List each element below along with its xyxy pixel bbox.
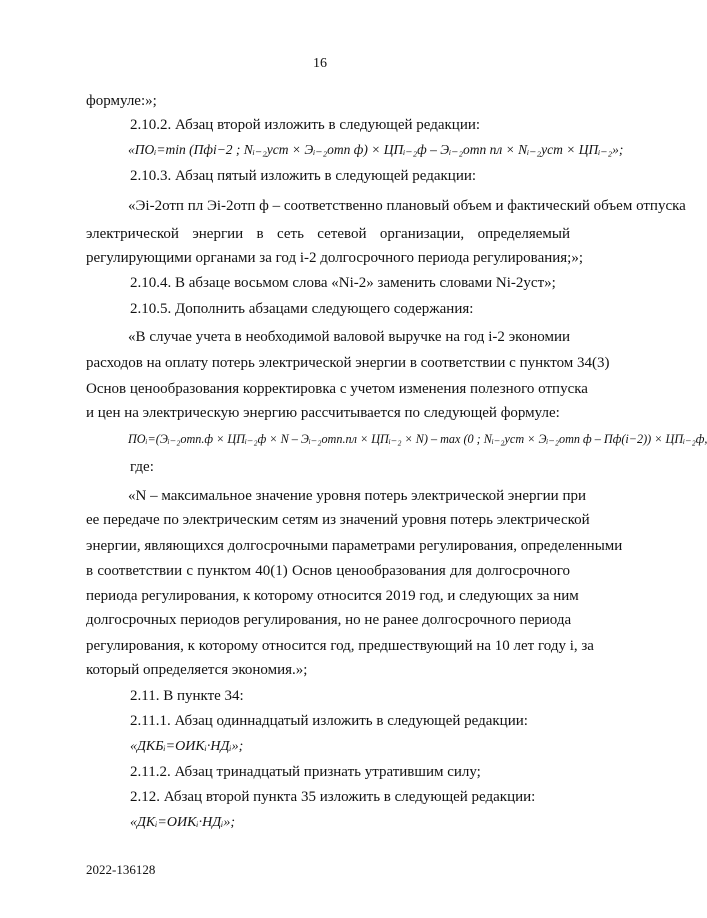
paragraph-n-definition-line7: регулирования, к которому относится год, предшествующий на 10 лет году i, за <box>86 638 594 654</box>
paragraph-formula-end: формуле:»; <box>86 93 157 109</box>
paragraph-economy-line3: Основ ценообразования корректировка с учетом изменения полезного отпуска <box>86 381 588 397</box>
paragraph-where: где: <box>130 459 154 475</box>
paragraph-e-definition-line3: регулирующими органами за год i-2 долгосрочного периода регулирования;»; <box>86 250 584 266</box>
document-id-footer: 2022-136128 <box>86 862 156 877</box>
formula-dk: «ДКᵢ=ОИКᵢ·НДᵢ»; <box>130 815 235 830</box>
paragraph-n-definition-line5: периода регулирования, к которому относится 2019 год, и следующих за ним <box>86 588 579 604</box>
paragraph-2-11: 2.11. В пункте 34: <box>130 688 244 704</box>
paragraph-economy-line4: и цен на электрическую энергию рассчитывается по следующей формуле: <box>86 405 560 421</box>
paragraph-economy-line2: расходов на оплату потерь электрической энергии в соответствии с пунктом 34(3) <box>86 355 610 371</box>
paragraph-2-11-2: 2.11.2. Абзац тринадцатый признать утратившим силу; <box>130 764 481 780</box>
paragraph-n-definition-line6: долгосрочных периодов регулирования, но не ранее долгосрочного периода <box>86 612 572 628</box>
paragraph-e-definition-line2: электрической энергии в сеть сетевой организации, определяемый <box>86 226 570 242</box>
formula-po-min: «ПОᵢ=min (Пфi−2 ; Nᵢ₋₂уст × Эᵢ₋₂отп ф) × ЦПᵢ₋₂ф – Эᵢ₋₂отп пл × Nᵢ₋₂уст × ЦПᵢ₋₂»; <box>128 142 624 157</box>
paragraph-2-10-3: 2.10.3. Абзац пятый изложить в следующей редакции: <box>130 168 477 184</box>
paragraph-n-definition-line3: энергии, являющихся долгосрочными параметрами регулирования, определенными <box>86 538 623 554</box>
paragraph-n-definition-line8: который определяется экономия.»; <box>86 662 308 678</box>
formula-dkb: «ДКБᵢ=ОИКᵢ·НДᵢ»; <box>130 739 244 754</box>
paragraph-2-10-2: 2.10.2. Абзац второй изложить в следующей редакции: <box>130 117 481 133</box>
paragraph-n-definition-line2: ее передаче по электрическим сетям из значений уровня потерь электрической <box>86 512 590 528</box>
paragraph-2-12: 2.12. Абзац второй пункта 35 изложить в следующей редакции: <box>130 789 536 805</box>
paragraph-n-definition-line4: в соответствии с пунктом 40(1) Основ ценообразования для долгосрочного <box>86 563 570 579</box>
page-number: 16 <box>313 56 327 71</box>
formula-po-correction: ПОᵢ=(Эᵢ₋₂отп.ф × ЦПᵢ₋₂ф × N – Эᵢ₋₂отп.пл × ЦПᵢ₋₂ × N) – max (0 ; Nᵢ₋₂уст × Эᵢ₋₂отп ф – Пф(i−2)) × ЦПᵢ₋₂ф, <box>128 432 707 446</box>
paragraph-e-definition-line1: «Эi-2отп пл Эi-2отп ф – соответственно плановый объем и фактический объем отпуска <box>128 198 686 214</box>
paragraph-n-definition-line1: «N – максимальное значение уровня потерь электрической энергии при <box>128 488 587 504</box>
paragraph-economy-line1: «В случае учета в необходимой валовой выручке на год i-2 экономии <box>128 329 570 345</box>
paragraph-2-11-1: 2.11.1. Абзац одиннадцатый изложить в следующей редакции: <box>130 713 528 729</box>
paragraph-2-10-5: 2.10.5. Дополнить абзацами следующего содержания: <box>130 301 474 317</box>
paragraph-2-10-4: 2.10.4. В абзаце восьмом слова «Ni-2» заменить словами Ni-2уст»; <box>130 275 556 291</box>
